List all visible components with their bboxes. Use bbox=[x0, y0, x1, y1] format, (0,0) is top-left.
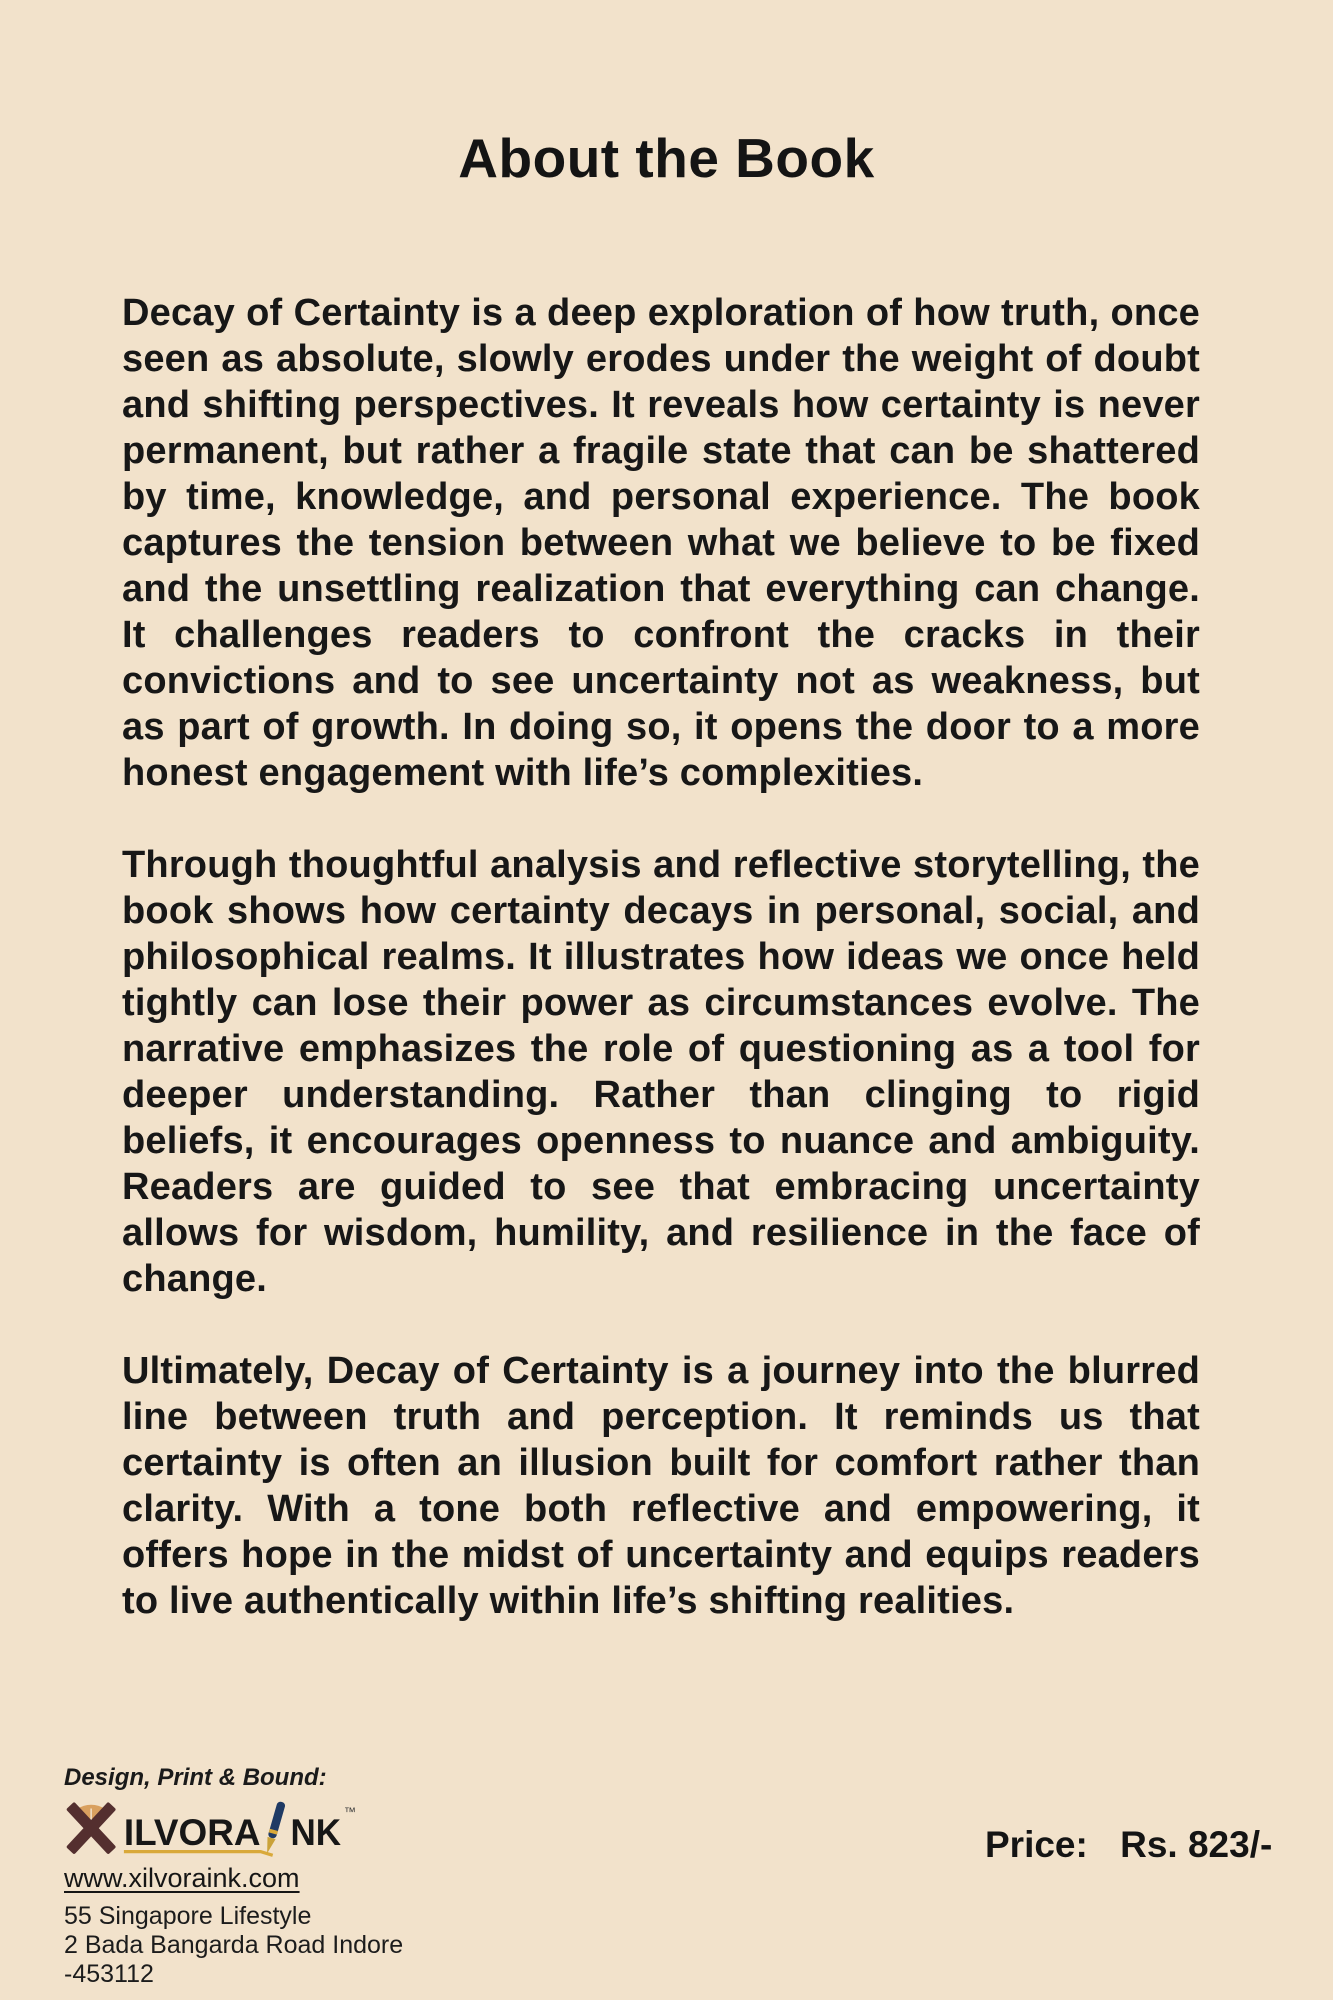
about-the-book-text bbox=[122, 290, 1200, 1624]
about-paragraph-1: Decay of Certainty is a deep exploration of how truth, once seen as absolute, slowly erodes under the weight of doubt and shifting perspectives. It reveals how certainty is never permanent, but rather a fragile state that can be shattered by time, knowledge, and personal experience. The book captures the tension between what we believe to be fixed and the unsettling realization that everything can change. It challenges readers to confront the cracks in their convictions and to see uncertainty not as weakness, but as part of growth. In doing so, it opens the door to a more honest engagement with life’s complexities. bbox=[122, 292, 1200, 794]
logo-text-nk: NK bbox=[290, 1811, 342, 1854]
website-link[interactable]: www.xilvoraink.com bbox=[64, 1863, 300, 1893]
logo-text-ilvora: ILVORA bbox=[123, 1811, 261, 1854]
about-paragraph-3: Ultimately, Decay of Certainty is a journey into the blurred line between truth and perception. It reminds us that certainty is often an illusion built for comfort rather than clarity. With a tone both reflective and empowering, it offers hope in the midst of uncertainty and equips readers to live authentically within life’s shifting realities. bbox=[122, 1350, 1200, 1622]
page-title: About the Book bbox=[458, 127, 875, 189]
price-value: Rs. 823/- bbox=[1120, 1824, 1273, 1865]
about-paragraph-2: Through thoughtful analysis and reflective storytelling, the book shows how certainty decays in personal, social, and philosophical realms. It illustrates how ideas we once held tightly can lose their power as circumstances evolve. The narrative emphasizes the role of questioning as a tool for deeper understanding. Rather than clinging to rigid beliefs, it encourages openness to nuance and ambiguity. Readers are guided to see that embracing uncertainty allows for wisdom, humility, and resilience in the face of change. bbox=[122, 844, 1200, 1300]
publisher-block bbox=[64, 1764, 484, 1989]
address-line-1: 55 Singapore Lifestyle bbox=[64, 1902, 312, 1930]
design-credit-label: Design, Print & Bound: bbox=[64, 1764, 327, 1791]
trademark-symbol: ™ bbox=[343, 1805, 356, 1820]
pen-icon bbox=[263, 1801, 286, 1854]
price-label: Price: bbox=[985, 1824, 1088, 1865]
xilvora-ink-logo bbox=[64, 1801, 356, 1861]
price bbox=[985, 1824, 1272, 1866]
address-line-2: 2 Bada Bangarda Road Indore -453112 bbox=[64, 1931, 404, 1988]
open-book-icon bbox=[66, 1802, 116, 1855]
